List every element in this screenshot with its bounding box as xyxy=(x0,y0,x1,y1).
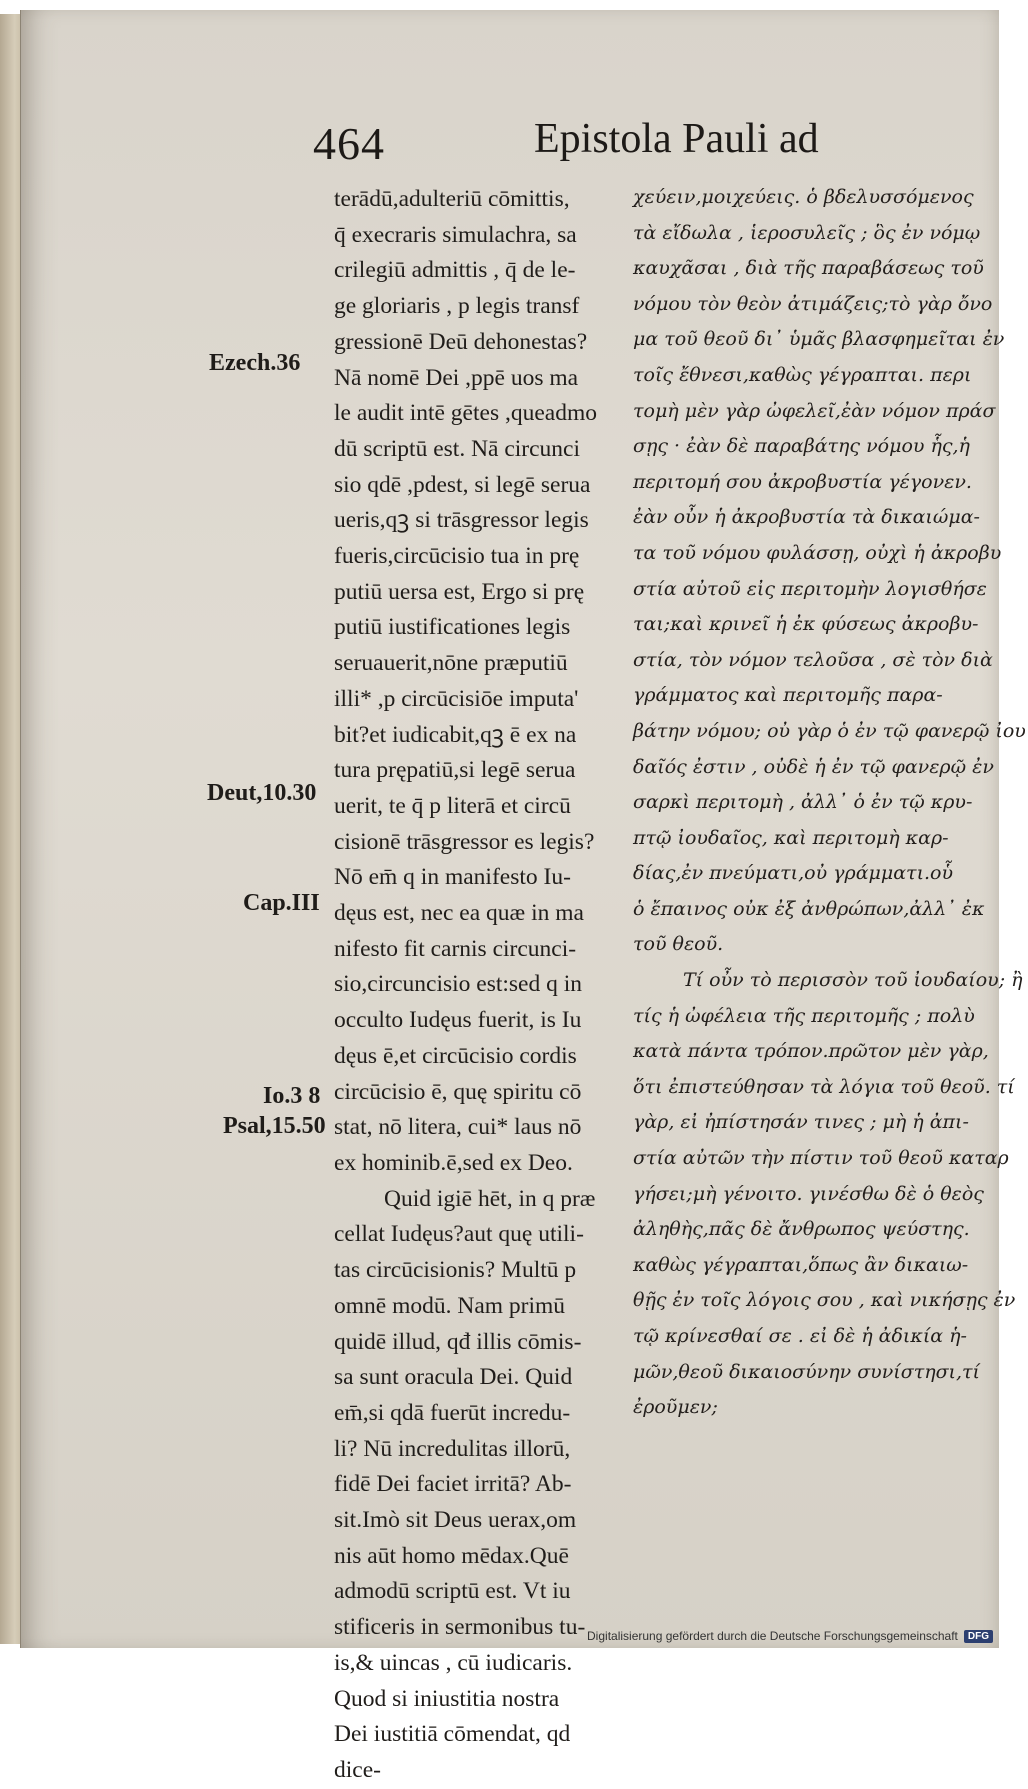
latin-line: em̄,si qdā fuerūt incredu- xyxy=(334,1399,571,1426)
latin-line: quidē illud, qđ illis cōmis- xyxy=(334,1328,582,1355)
greek-line: περιτομή σου ἀκροβυστία γέγονεν. xyxy=(633,470,972,493)
latin-line: Nō em̄ q in manifesto Iu- xyxy=(334,864,571,891)
book-page xyxy=(20,10,1026,1783)
latin-line: is,& uincas , cū iudicaris. xyxy=(334,1649,573,1676)
latin-line: gressionē Deū dehonestas? xyxy=(334,328,588,355)
marginal-note-cap: Cap.III xyxy=(243,890,320,916)
greek-line: νόμου τὸν θεὸν ἀτιμάζεις;τὸ γὰρ ὄνο xyxy=(633,292,993,315)
greek-line: καθὼς γέγραπται,ὅπως ἂν δικαιω- xyxy=(633,1253,969,1276)
greek-line: χεύειν,μοιχεύεις. ὁ βδελυσσόμενος xyxy=(633,186,974,208)
latin-line: dū scriptū est. Nā circunci xyxy=(334,435,581,462)
greek-line: γράμματος καὶ περιτομῆς παρα- xyxy=(633,684,943,707)
latin-line: cellat Iudęus?aut quę utili- xyxy=(334,1221,584,1248)
digitization-credit: Digitalisierung gefördert durch die Deutsche Forschungsgemeinschaft xyxy=(587,1629,958,1643)
greek-line: ται;καὶ κρινεῖ ἡ ἐκ φύσεως ἀκροβυ- xyxy=(633,613,979,636)
latin-line: Quod si iniustitia nostra xyxy=(334,1685,560,1712)
greek-line: στία αὐτῶν τὴν πίστιν τοῦ θεοῦ καταρ xyxy=(633,1147,1009,1170)
greek-line: ἐροῦμεν; xyxy=(633,1396,718,1419)
greek-line: Τί οὖν τὸ περισσὸν τοῦ ἰουδαίου; ἢ xyxy=(683,969,1023,992)
latin-line: seruauerit,nōne præputiū xyxy=(334,650,568,677)
running-title: Epistola Pauli ad xyxy=(534,116,819,162)
latin-line: crilegiū admittis , q̄ de le- xyxy=(334,257,576,284)
latin-line: Dei iustitiā cōmendat, qd xyxy=(334,1721,571,1748)
latin-text-column xyxy=(334,182,624,1789)
latin-line: sio,circuncisio est:sed q in xyxy=(334,971,583,998)
latin-line: sio qdē ,pdest, si legē serua xyxy=(334,471,591,498)
latin-line: dice- xyxy=(334,1756,381,1783)
latin-line: bit?et iudicabit,qꝫ ē ex na xyxy=(334,721,577,748)
greek-line: ὁ ἔπαινος οὐκ ἐξ ἀνθρώπων,ἀλλ᾽ ἐκ xyxy=(633,897,985,920)
greek-line: δίας,ἐν πνεύματι,οὐ γράμματι.οὗ xyxy=(633,862,954,885)
latin-line: sa sunt oracula Dei. Quid xyxy=(334,1364,573,1391)
greek-line: κατὰ πάντα τρόπον.πρῶτον μὲν γὰρ, xyxy=(633,1040,989,1063)
latin-line: ex hominib.ē,sed ex Deo. xyxy=(334,1149,573,1176)
greek-line: τίς ἡ ὠφέλεια τῆς περιτομῆς ; πολὺ xyxy=(633,1004,975,1027)
latin-line: sit.Imò sit Deus uerax,om xyxy=(334,1507,577,1534)
latin-line: tura prępatiū,si legē serua xyxy=(334,757,576,784)
greek-line: τὰ εἴδωλα , ἱεροσυλεῖς ; ὃς ἐν νόμῳ xyxy=(633,221,981,244)
greek-line: βάτην νόμου; οὐ γὰρ ὁ ἐν τῷ φανερῷ ἰου xyxy=(633,719,1026,742)
latin-line: stificeris in sermonibus tu- xyxy=(334,1614,586,1641)
greek-line: τῷ κρίνεσθαί σε . εἰ δὲ ἡ ἀδικία ἡ- xyxy=(633,1325,967,1347)
latin-line: cisionē trāsgressor es legis? xyxy=(334,828,595,855)
latin-line: Nā nomē Dei ,ppē uos ma xyxy=(334,364,579,391)
latin-line: q̄ execraris simulachra, sa xyxy=(334,221,577,248)
latin-line: li? Nū incredulitas illorū, xyxy=(334,1435,571,1462)
greek-line: ἀληθὴς,πᾶς δὲ ἄνθρωπος ψεύστης. xyxy=(633,1218,970,1241)
latin-line: tas circūcisionis? Multū p xyxy=(334,1257,577,1284)
latin-line: fueris,circūcisio tua in prę xyxy=(334,543,580,570)
latin-line: fidē Dei faciet irritā? Ab- xyxy=(334,1471,572,1498)
greek-line: μα τοῦ θεοῦ δι᾽ ὑμᾶς βλασφημεῖται ἐν xyxy=(633,328,1005,351)
latin-line: circūcisio ē, quę spiritu cō xyxy=(334,1078,582,1105)
latin-line: uerit, te q̄ p literā et circū xyxy=(334,792,571,819)
latin-line: putiū iustificationes legis xyxy=(334,614,571,641)
greek-line: θῇς ἐν τοῖς λόγοις σου , καὶ νικήσῃς ἐν xyxy=(633,1289,1016,1312)
marginal-note-psal: Psal,15.50 xyxy=(223,1113,326,1139)
greek-line: πτῷ ἰουδαῖος, καὶ περιτομὴ καρ- xyxy=(633,826,949,849)
greek-text-column xyxy=(633,180,1028,1426)
latin-line: dęus est, nec ea quæ in ma xyxy=(334,900,584,927)
footer xyxy=(587,1629,993,1643)
marginal-note-ezech: Ezech.36 xyxy=(209,350,301,376)
latin-line: illi* ,p circūcisiōe imputa' xyxy=(334,685,579,712)
page-number: 464 xyxy=(313,118,385,169)
dfg-logo: DFG xyxy=(964,1630,993,1643)
greek-line: δαῖός ἐστιν , οὐδὲ ἡ ἐν τῷ φανερῷ ἐν xyxy=(633,755,994,778)
latin-line: le audit intē gētes ,queadmo xyxy=(334,400,597,427)
greek-line: γήσει;μὴ γένοιτο. γινέσθω δὲ ὁ θεὸς xyxy=(633,1182,984,1205)
latin-line: admodū scriptū est. Vt iu xyxy=(334,1578,571,1605)
latin-line: nifesto fit carnis circunci- xyxy=(334,935,577,962)
latin-line: dęus ē,et circūcisio cordis xyxy=(334,1042,577,1069)
latin-line: ueris,qꝫ si trāsgressor legis xyxy=(334,507,589,534)
greek-line: σῃς · ἐὰν δὲ παραβάτης νόμου ἧς,ἡ xyxy=(633,435,970,458)
latin-line: occulto Iudęus fuerit, is Iu xyxy=(334,1007,582,1034)
greek-line: τοῦ θεοῦ. xyxy=(633,933,724,956)
greek-line: στία αὐτοῦ εἰς περιτομὴν λογισθήσε xyxy=(633,577,987,600)
latin-line: terādū,adulteriū cōmittis, xyxy=(334,186,570,212)
marginal-note-deut: Deut,10.30 xyxy=(207,780,317,806)
marginal-note-io: Io.3 8 xyxy=(263,1083,321,1109)
greek-line: τομὴ μὲν γὰρ ὠφελεῖ,ἐὰν νόμον πράσ xyxy=(633,399,996,422)
greek-line: γὰρ, εἰ ἠπίστησάν τινες ; μὴ ἡ ἀπι- xyxy=(633,1111,969,1134)
latin-line: Quid igiē hēt, in q præ xyxy=(384,1185,596,1212)
greek-line: τα τοῦ νόμου φυλάσσῃ, οὐχὶ ἡ ἀκροβυ xyxy=(633,541,1002,564)
latin-line: stat, nō litera, cui* laus nō xyxy=(334,1114,582,1141)
latin-line: nis aūt homo mēdax.Quē xyxy=(334,1542,569,1569)
greek-line: ἐὰν οὖν ἡ ἀκροβυστία τὰ δικαιώμα- xyxy=(633,506,980,529)
latin-line: putiū uersa est, Ergo si prę xyxy=(334,578,585,605)
latin-line: omnē modū. Nam primū xyxy=(334,1292,566,1319)
greek-line: σαρκὶ περιτομὴ , ἀλλ᾽ ὁ ἐν τῷ κρυ- xyxy=(633,791,973,814)
greek-line: τοῖς ἔθνεσι,καθὼς γέγραπται. περι xyxy=(633,363,972,386)
greek-line: καυχᾶσαι , διὰ τῆς παραβάσεως τοῦ xyxy=(633,257,984,280)
greek-line: μῶν,θεοῦ δικαιοσύνην συνίστησι,τί xyxy=(633,1360,981,1383)
greek-line: ὅτι ἐπιστεύθησαν τὰ λόγια τοῦ θεοῦ. τί xyxy=(633,1075,1015,1098)
latin-line: ge gloriaris , p legis transf xyxy=(334,293,580,320)
greek-line: στία, τὸν νόμον τελοῦσα , σὲ τὸν διὰ xyxy=(633,648,993,671)
